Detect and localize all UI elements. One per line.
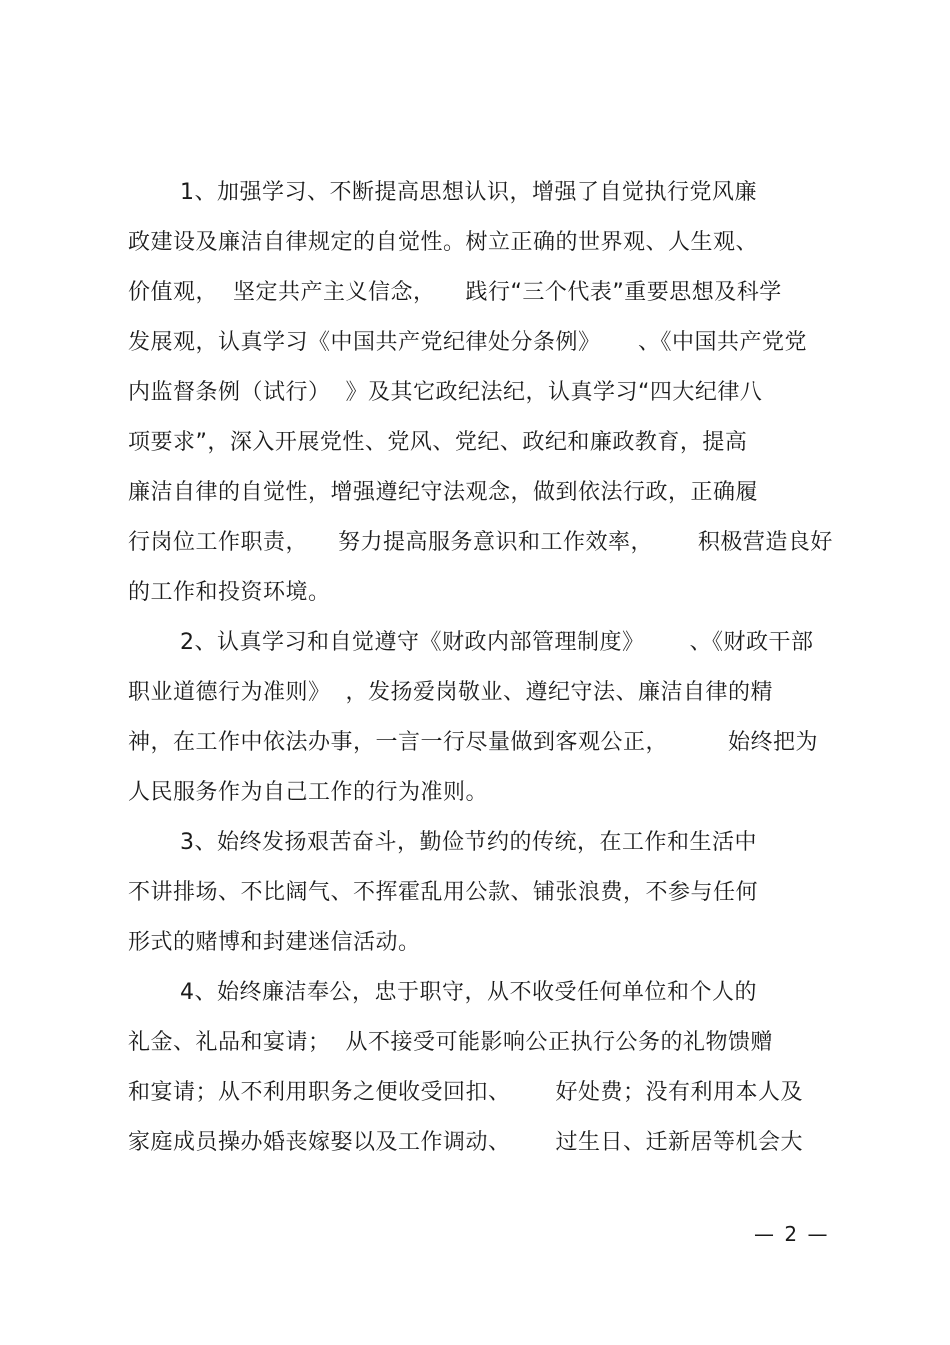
text-line: 神，在工作中依法办事，一言一行尽量做到客观公正， 始终把为 — [128, 730, 818, 755]
text-line: 行岗位工作职责， 努力提高服务意识和工作效率， 积极营造良好 — [128, 530, 833, 555]
text-line: 的工作和投资环境。 — [128, 580, 331, 605]
text-line: 内监督条例（试行） 》及其它政纪法纪，认真学习“四大纪律八 — [128, 380, 763, 405]
text-line: 礼金、礼品和宴请； 从不接受可能影响公正执行公务的礼物馈赠 — [128, 1030, 773, 1055]
text-line: 政建设及廉洁自律规定的自觉性。树立正确的世界观、人生观、 — [128, 230, 759, 255]
text-line: 形式的赌博和封建迷信活动。 — [128, 930, 421, 955]
text-line: 家庭成员操办婚丧嫁娶以及工作调动、 过生日、迁新居等机会大 — [128, 1130, 803, 1155]
text-line: 2、认真学习和自觉遵守《财政内部管理制度》 、《财政干部 — [180, 630, 814, 655]
text-line: 4、始终廉洁奉公，忠于职守，从不收受任何单位和个人的 — [180, 980, 757, 1005]
text-line: 价值观， 坚定共产主义信念， 践行“三个代表”重要思想及科学 — [128, 280, 782, 305]
text-line: 发展观，认真学习《中国共产党纪律处分条例》 、《中国共产党党 — [128, 330, 807, 355]
page-number: — 2 — — [754, 1222, 830, 1246]
text-line: 项要求”，深入开展党性、党风、党纪、政纪和廉政教育，提高 — [128, 430, 748, 455]
text-line: 和宴请；从不利用职务之便收受回扣、 好处费；没有利用本人及 — [128, 1080, 803, 1105]
text-line: 不讲排场、不比阔气、不挥霍乱用公款、铺张浪费，不参与任何 — [128, 880, 759, 905]
text-line: 1、加强学习、不断提高思想认识，增强了自觉执行党风廉 — [180, 180, 757, 205]
text-line: 廉洁自律的自觉性，增强遵纪守法观念，做到依法行政，正确履 — [128, 480, 759, 505]
text-line: 人民服务作为自己工作的行为准则。 — [128, 780, 489, 805]
text-line: 职业道德行为准则》 ，发扬爱岗敬业、遵纪守法、廉洁自律的精 — [128, 680, 773, 705]
text-line: 3、始终发扬艰苦奋斗，勤俭节约的传统，在工作和生活中 — [180, 830, 757, 855]
